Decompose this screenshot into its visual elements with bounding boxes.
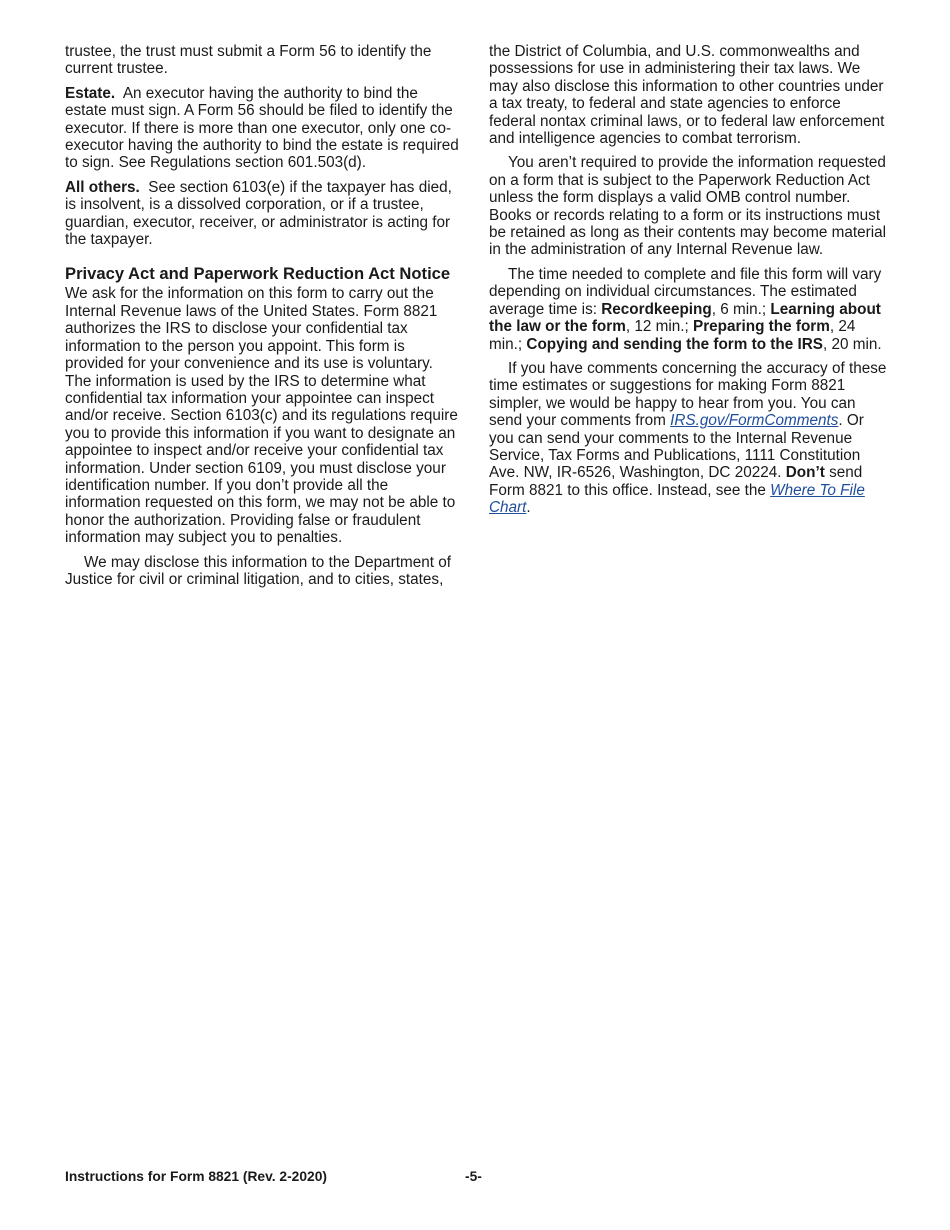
copying-label: Copying and sending the form to the IRS [526, 335, 823, 353]
privacy-paragraph-2: We may disclose this information to the Department of Justice for civil or criminal litigation, and to cities, states, [65, 553, 452, 588]
all-others-text: See section 6103(e) if the taxpayer has died, is insolvent, is a dissolved corporation, or if a trustee, guardian, executor, receiver, or administrator is acting for the taxpayer. [65, 178, 452, 249]
recordkeeping-label: Recordkeeping [601, 300, 712, 318]
comments-paragraph [489, 360, 887, 517]
left-column [65, 43, 461, 595]
comments-text-2: . Or you can send your comments to the Internal Revenue Service, Tax Forms and Publications, 1111 Constitution Ave. NW, IR-6526, Washington, DC 20224. [489, 412, 864, 482]
estate-heading: Estate. [65, 84, 116, 102]
comments-text-1: If you have comments concerning the accuracy of these time estimates or suggestions for making Form 8821 simpler, we would be happy to hear from you. You can send your comments from [489, 359, 887, 430]
right-column [489, 43, 887, 524]
recordkeeping-time: , 6 min.; [711, 300, 771, 318]
all-others-heading: All others. [65, 178, 140, 196]
paperwork-paragraph: You aren’t required to provide the information requested on a form that is subject to the Paperwork Reduction Act unless the form displays a valid OMB control number. Books or records relating to a form or its instructions must be retained as long as their contents may become material in the administration of any Internal Revenue law. [489, 154, 887, 259]
copying-time: , 20 min. [823, 335, 882, 353]
footer-page-number: -5- [465, 1169, 482, 1184]
estate-text: An executor having the authority to bind the estate must sign. A Form 56 should be filed to identify the executor. If there is more than one executor, only one co-executor having the authority to bind the estate is required to sign. See Regulations section 601.503(d). [65, 84, 459, 172]
trustee-paragraph: trustee, the trust must submit a Form 56 to identify the current trustee. [65, 43, 432, 78]
comments-text-3: send Form 8821 to this office. Instead, see the [489, 464, 863, 499]
privacy-act-heading: Privacy Act and Paperwork Reduction Act Notice [65, 264, 451, 284]
estate-paragraph [65, 85, 461, 172]
where-to-file-chart-link[interactable]: Where To File Chart [489, 481, 865, 517]
learning-time: , 12 min.; [625, 318, 694, 336]
time-estimate-intro: The time needed to complete and file this form will vary depending on individual circumstances. The estimated average time is: [489, 265, 882, 318]
dont-emphasis: Don’t [785, 464, 825, 482]
comments-text-4: . [526, 499, 531, 517]
learning-label: Learning about the law or the form [489, 300, 881, 336]
disclosure-paragraph: the District of Columbia, and U.S. commonwealths and possessions for use in administering their tax laws. We may also disclose this information to other countries under a tax treaty, to federal and state agencies to enforce federal nontax criminal laws, or to federal law enforcement and intelligence agencies to combat terrorism. [489, 43, 885, 148]
footer-form-title: Instructions for Form 8821 (Rev. 2-2020) [65, 1169, 327, 1184]
privacy-paragraph-1: We ask for the information on this form to carry out the Internal Revenue laws of the United States. Form 8821 authorizes the IRS to disclose your confidential tax information to the person you appoint. This form is provided for your convenience and its use is voluntary. The information is used by the IRS to determine what confidential tax information your appointee can inspect and/or receive. Section 6103(c) and its regulations require you to provide this information if you want to designate an appointee to inspect and/or receive your confidential tax information. Under section 6109, you must disclose your identification number. If you don’t provide all the information requested on this form, we may not be able to honor the authorization. Providing false or fraudulent information may subject you to penalties. [65, 285, 458, 547]
form-comments-link[interactable]: IRS.gov/FormComments [670, 412, 839, 430]
preparing-label: Preparing the form [693, 318, 830, 336]
all-others-paragraph [65, 179, 461, 249]
preparing-time: , 24 min.; [489, 318, 856, 353]
time-estimate-paragraph [489, 266, 887, 353]
